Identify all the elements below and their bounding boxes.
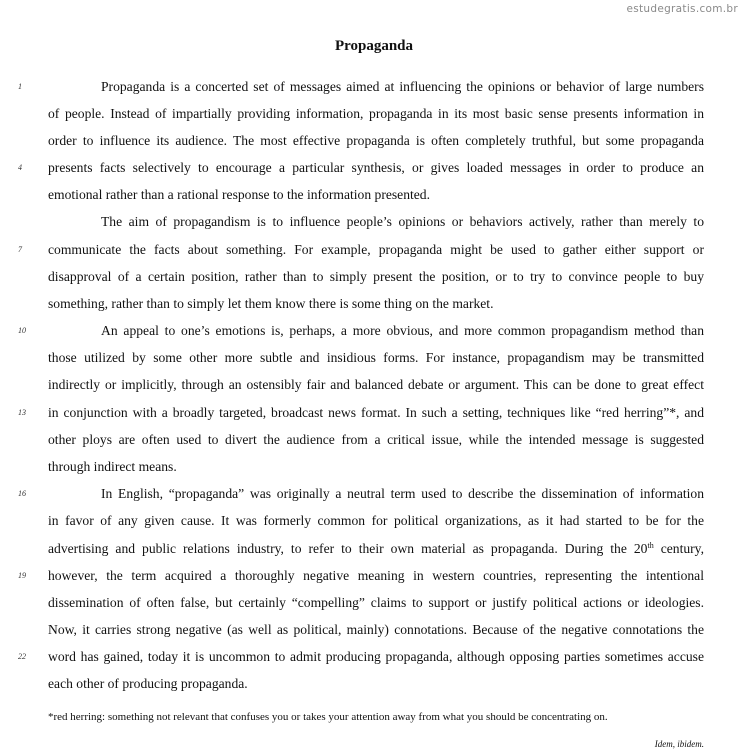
line-number: 22 xyxy=(18,652,26,661)
text-line: indirectly or implicitly, through an ostensibly fair and balanced debate or argument. This can be done to great effect xyxy=(48,377,704,392)
text-line: communicate the facts about something. For example, propaganda might be used to gather either support or xyxy=(48,242,704,257)
text-line: emotional rather than a rational response to the information presented. xyxy=(48,187,431,202)
text-line: The aim of propagandism is to influence people’s opinions or behaviors actively, rather than merely to xyxy=(101,214,704,229)
line-number: 13 xyxy=(18,408,26,417)
text-line: Propaganda is a concerted set of messages aimed at influencing the opinions or behavior of large numbers xyxy=(101,79,704,94)
text-line: each other of producing propaganda. xyxy=(48,676,248,691)
line-number: 7 xyxy=(18,245,22,254)
text-line: order to influence its audience. The most effective propaganda is often completely truthful, but some propaganda xyxy=(48,133,704,148)
text-line: dissemination of often false, but certainly “compelling” claims to support or justify political actions or ideologies. xyxy=(48,595,704,610)
text-line: word has gained, today it is uncommon to admit producing propaganda, although opposing parties sometimes accuse xyxy=(48,649,704,664)
superscript: th xyxy=(647,541,654,550)
footnote: *red herring: something not relevant that confuses you or takes your attention away from what you should be concentrating on. xyxy=(48,711,608,723)
text-line: in conjunction with a broadly targeted, broadcast news format. In such a setting, techniques like “red herring”*, and xyxy=(48,405,704,420)
site-watermark: estudegratis.com.br xyxy=(626,3,738,15)
text-line: something, rather than to simply let them know there is some thing on the market. xyxy=(48,296,494,311)
text-line: disapproval of a certain position, rather than to simply present the position, or to try to convince people to buy xyxy=(48,269,704,284)
text-line: in favor of any given cause. It was formerly common for political organizations, as it had started to be for the xyxy=(48,513,704,528)
text-line: those utilized by some other more subtle and insidious forms. For instance, propagandism may be transmitted xyxy=(48,350,704,365)
text-line: through indirect means. xyxy=(48,459,177,474)
page-title: Propaganda xyxy=(334,38,414,54)
text-line-part: century, xyxy=(653,541,704,556)
text-line: In English, “propaganda” was originally a neutral term used to describe the dissemination of information xyxy=(101,486,704,501)
text-line xyxy=(48,540,704,558)
text-line: however, the term acquired a thoroughly negative meaning in western countries, representing the intentional xyxy=(48,568,704,583)
line-number: 1 xyxy=(18,82,22,91)
text-line: presents facts selectively to encourage a particular synthesis, or gives loaded messages in order to produce an xyxy=(48,160,704,175)
text-line: other ploys are often used to divert the audience from a critical issue, while the intended message is suggested xyxy=(48,432,704,447)
source-citation: Idem, ibidem. xyxy=(654,739,704,749)
line-number: 10 xyxy=(18,326,26,335)
text-line: of people. Instead of impartially providing information, propaganda in its most basic sense presents information in xyxy=(48,106,704,121)
text-line-part: advertising and public relations industry, to refer to their own material as propaganda. During the 20 xyxy=(48,541,648,556)
line-number: 4 xyxy=(18,163,22,172)
text-line: Now, it carries strong negative (as well as political, mainly) connotations. Because of the negative connotations the xyxy=(48,622,704,637)
text-line: An appeal to one’s emotions is, perhaps, a more obvious, and more common propagandism method than xyxy=(101,323,704,338)
line-number: 19 xyxy=(18,571,26,580)
line-number: 16 xyxy=(18,489,26,498)
